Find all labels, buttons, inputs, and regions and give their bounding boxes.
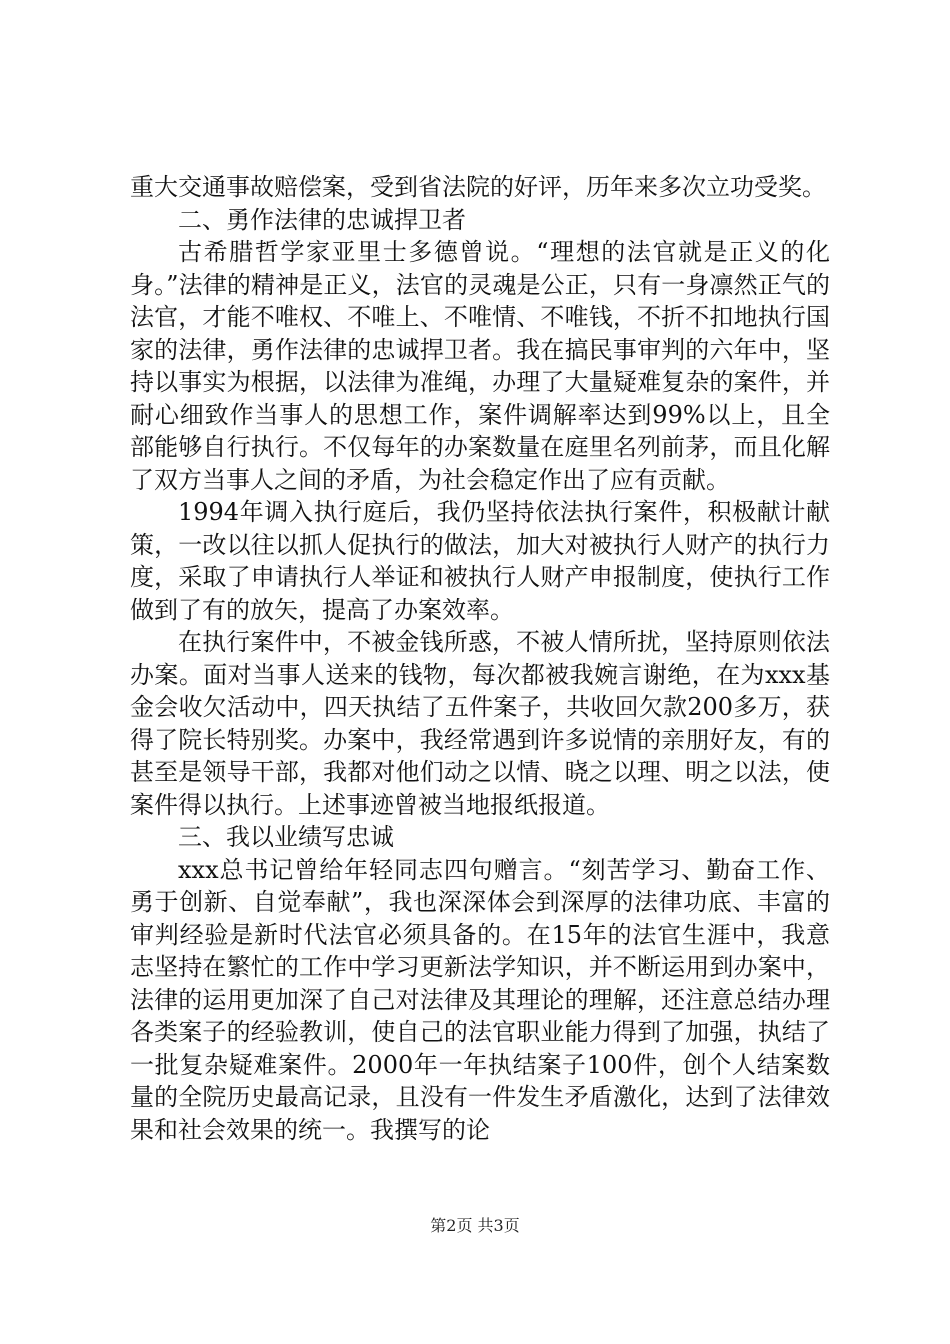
page-footer: 第2页 共3页 [430, 1216, 520, 1235]
paragraph: 1994年调入执行庭后，我仍坚持依法执行案件，积极献计献策，一改以往以抓人促执行的做法，加大对被执行人财产的执行力度，采取了申请执行人举证和被执行人财产申报制度，使执行工作做到了有的放矢，提高了办案效率。 [130, 498, 830, 624]
section-heading: 三、我以业绩写忠诚 [178, 823, 394, 851]
document-body [130, 171, 830, 1146]
section-heading: 二、勇作法律的忠诚捍卫者 [178, 205, 466, 234]
paragraph: 重大交通事故赔偿案，受到省法院的好评，历年来多次立功受奖。 [130, 173, 826, 201]
paragraph: 古希腊哲学家亚里士多德曾说。“理想的法官就是正义的化身。”法律的精神是正义，法官的灵魂是公正，只有一身凛然正气的法官，才能不唯权、不唯上、不唯情、不唯钱，不折不扣地执行国家的法律，勇作法律的忠诚捍卫者。我在搞民事审判的六年中，坚持以事实为根据，以法律为准绳，办理了大量疑难复杂的案件，并耐心细致作当事人的思想工作，案件调解率达到99%以上，且全部能够自行执行。不仅每年的办案数量在庭里名列前茅，而且化解了双方当事人之间的矛盾，为社会稳定作出了应有贡献。 [130, 238, 830, 494]
paragraph: xxx总书记曾给年轻同志四句赠言。“刻苦学习、勤奋工作、勇于创新、自觉奉献”，我也深深体会到深厚的法律功底、丰富的审判经验是新时代法官必须具备的。在15年的法官生涯中，我意志坚持在繁忙的工作中学习更新法学知识，并不断运用到办案中，法律的运用更加深了自己对法律及其理论的理解，还注意总结办理各类案子的经验教训，使自己的法官职业能力得到了加强，执结了一批复杂疑难案件。2000年一年执结案子100件，创个人结案数量的全院历史最高记录，且没有一件发生矛盾激化，达到了法律效果和社会效果的统一。我撰写的论 [130, 855, 830, 1144]
paragraph: 在执行案件中，不被金钱所惑，不被人情所扰，坚持原则依法办案。面对当事人送来的钱物，每次都被我婉言谢绝，在为xxx基金会收欠活动中，四天执结了五件案子，共收回欠款200多万，获得了院长特别奖。办案中，我经常遇到许多说情的亲朋好友，有的甚至是领导干部，我都对他们动之以情、晓之以理、明之以法，使案件得以执行。上述事迹曾被当地报纸报道。 [130, 628, 830, 819]
